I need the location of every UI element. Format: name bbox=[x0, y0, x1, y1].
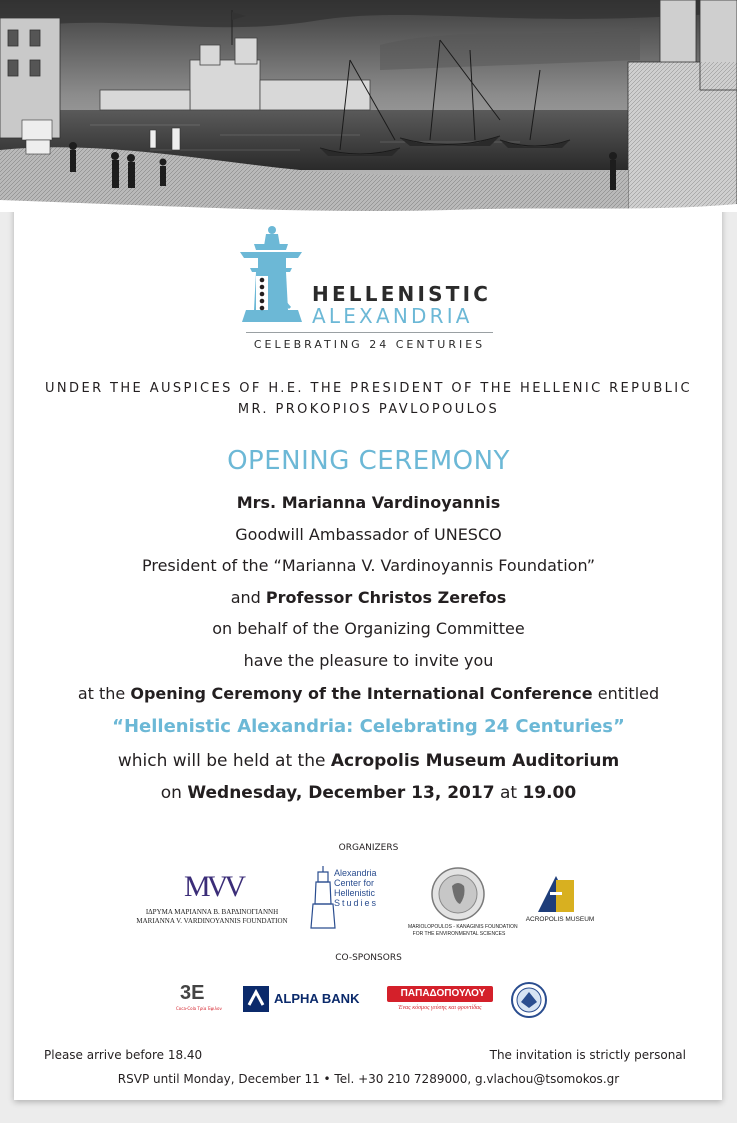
coca-cola-3e-logo bbox=[176, 982, 222, 1016]
auspices-line-1: UNDER THE AUSPICES OF H.E. THE PRESIDENT OF THE HELLENIC REPUBLIC bbox=[45, 381, 692, 396]
conference-title: “Hellenistic Alexandria: Celebrating 24 Centuries” bbox=[112, 716, 625, 737]
mariolopoulos-foundation-logo bbox=[408, 866, 518, 942]
alpha-bank-logo bbox=[243, 986, 368, 1012]
date-line bbox=[0, 783, 737, 803]
vardinoyannis-english: MARIANNA V. VARDINOYANNIS FOUNDATION bbox=[136, 917, 288, 925]
mvv-monogram: MVV bbox=[184, 870, 243, 903]
pleasure-line: have the pleasure to invite you bbox=[243, 651, 494, 670]
alexandria-center-line-2: Center for bbox=[334, 878, 375, 888]
alpha-bank-name: ALPHA BANK bbox=[274, 991, 360, 1006]
acropolis-museum-icon bbox=[536, 874, 576, 914]
host1-role-1: Goodwill Ambassador of UNESCO bbox=[235, 525, 502, 544]
rsvp-line: RSVP until Monday, December 11 • Tel. +30 210 7289000, g.vlachou@tsomokos.gr bbox=[117, 1072, 620, 1086]
logo-title: HELLENISTIC bbox=[312, 282, 492, 306]
harbour-engraving bbox=[0, 0, 737, 212]
alexandria-center-line-3: Hellenistic bbox=[334, 888, 376, 898]
held-at-text: which will be held at the bbox=[117, 751, 326, 771]
event-name: Opening Ceremony of the International Conference bbox=[130, 684, 593, 703]
sponsor-seal-logo bbox=[511, 982, 547, 1018]
lighthouse-icon bbox=[310, 864, 336, 930]
logo-subtitle: ALEXANDRIA bbox=[312, 304, 473, 328]
mariolopoulos-line-2: FOR THE ENVIRONMENTAL SCIENCES bbox=[412, 931, 506, 937]
auspices-block bbox=[0, 378, 737, 420]
alexandria-center-line-1: Alexandria bbox=[334, 868, 377, 878]
host2-line bbox=[0, 588, 737, 607]
cosponsors-label: CO-SPONSORS bbox=[335, 953, 402, 963]
host2-role: on behalf of the Organizing Committee bbox=[212, 619, 525, 638]
mariolopoulos-line-1: MARIOLOPOULOS - KANAGINIS FOUNDATION bbox=[408, 924, 518, 930]
host1-role-2: President of the “Marianna V. Vardinoyannis Foundation” bbox=[141, 556, 595, 575]
event-date: Wednesday, December 13, 2017 bbox=[187, 783, 495, 803]
logo-tagline: CELEBRATING 24 CENTURIES bbox=[253, 338, 486, 351]
acropolis-museum-name: ACROPOLIS MUSEUM bbox=[525, 916, 595, 923]
and-word: and bbox=[230, 588, 261, 607]
at-the-word: at the bbox=[77, 684, 126, 703]
sponsor-emblem-icon bbox=[511, 982, 547, 1018]
host1-name: Mrs. Marianna Vardinoyannis bbox=[236, 493, 501, 512]
on-word: on bbox=[160, 783, 182, 803]
auspices-line-2: MR. PROKOPIOS PAVLOPOULOS bbox=[237, 402, 500, 417]
venue-line bbox=[0, 751, 737, 771]
vardinoyannis-greek: ΙΔΡΥΜΑ ΜΑΡΙΑΝΝΑ Β. ΒΑΡΔΙΝΟΓΙΑΝΝΗ bbox=[145, 908, 279, 916]
vardinoyannis-foundation-logo bbox=[132, 870, 290, 930]
papadopoulou-name: ΠΑΠΑΔΟΠΟΥΛΟΥ bbox=[400, 988, 486, 999]
venue-name: Acropolis Museum Auditorium bbox=[330, 751, 620, 771]
host2-name: Professor Christos Zerefos bbox=[265, 588, 507, 607]
organizers-label: ORGANIZERS bbox=[338, 843, 399, 853]
alexandria-center-logo bbox=[310, 864, 390, 930]
pharos-lighthouse-icon bbox=[232, 222, 310, 330]
personal-note: The invitation is strictly personal bbox=[489, 1048, 686, 1062]
alpha-bank-icon bbox=[243, 986, 269, 1012]
arrive-note: Please arrive before 18.40 bbox=[44, 1048, 203, 1062]
event-line bbox=[0, 684, 737, 703]
alexandria-center-text bbox=[334, 868, 378, 908]
foundation-seal-icon bbox=[430, 866, 486, 922]
3e-subtitle: Coca-Cola Τρία Έψιλον bbox=[176, 1006, 222, 1011]
papadopoulou-slogan: Ένας κόσμος γεύσης και φροντίδας bbox=[398, 1005, 482, 1011]
event-time: 19.00 bbox=[522, 783, 577, 803]
3e-mark: 3E bbox=[180, 982, 205, 1004]
entitled-word: entitled bbox=[597, 684, 660, 703]
opening-ceremony-heading: OPENING CEREMONY bbox=[227, 446, 510, 476]
at-word: at bbox=[499, 783, 518, 803]
acropolis-museum-logo bbox=[520, 874, 600, 930]
alexandria-center-line-4: Studies bbox=[334, 898, 379, 908]
papadopoulou-logo bbox=[387, 986, 493, 1016]
logo-divider bbox=[246, 332, 493, 333]
